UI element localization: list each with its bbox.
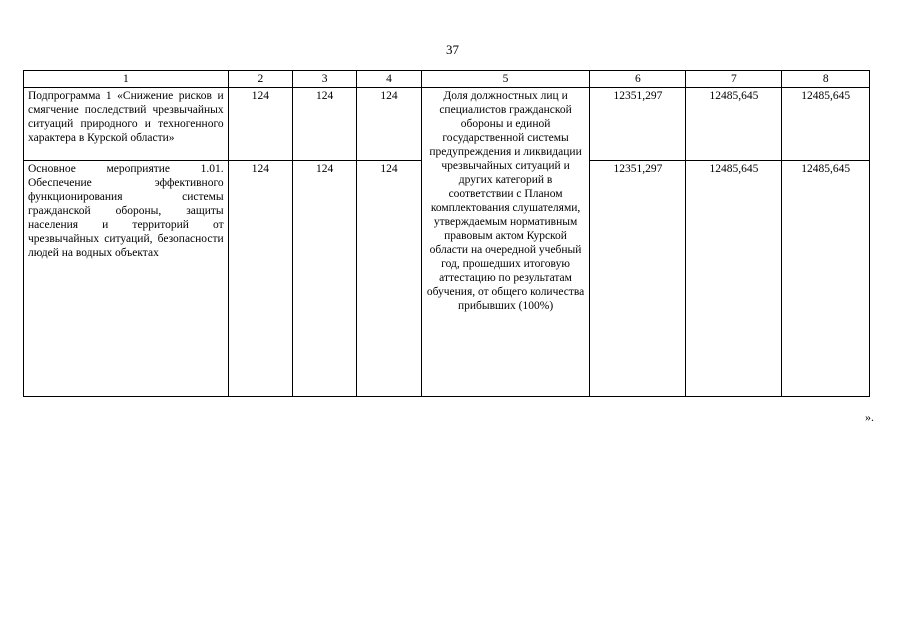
- row-value: 12485,645: [782, 161, 870, 397]
- col-header-5: 5: [421, 71, 590, 88]
- data-table: [23, 70, 870, 397]
- row-value: 12485,645: [782, 88, 870, 161]
- col-header-2: 2: [228, 71, 292, 88]
- row-value: 12351,297: [590, 88, 686, 161]
- row-code: 124: [292, 161, 356, 397]
- row-code: 124: [357, 88, 421, 161]
- row-code: 124: [228, 161, 292, 397]
- indicator-text: Доля должностных лиц и специалистов гражданской обороны и единой государственной системы предупреждения и ликвидации чрезвычайных ситуаций и других категорий в соответствии с Планом комплектования слушателями, утверждаемым нормативным правовым актом Курской области на очередной учебный год, прошедших итоговую аттестацию по результатам обучения, от общего количества прибывших (100%): [421, 88, 590, 397]
- row-code: 124: [292, 88, 356, 161]
- closing-quote-mark: ».: [865, 410, 874, 424]
- col-header-7: 7: [686, 71, 782, 88]
- row-code: 124: [228, 88, 292, 161]
- col-header-6: 6: [590, 71, 686, 88]
- col-header-8: 8: [782, 71, 870, 88]
- col-header-3: 3: [292, 71, 356, 88]
- row-value: 12351,297: [590, 161, 686, 397]
- row-name: Основное мероприятие 1.01. Обеспечение эффективного функционирования системы гражданской обороны, защиты населения и территорий от чрезвычайных ситуаций, безопасности людей на водных объектах: [24, 161, 229, 397]
- header-row: [24, 71, 870, 88]
- page-number: 37: [446, 42, 459, 57]
- row-value: 12485,645: [686, 88, 782, 161]
- row-code: 124: [357, 161, 421, 397]
- row-name: Подпрограмма 1 «Снижение рисков и смягчение последствий чрезвычайных ситуаций природного и техногенного характера в Курской области»: [24, 88, 229, 161]
- row-value: 12485,645: [686, 161, 782, 397]
- col-header-4: 4: [357, 71, 421, 88]
- table-row: [24, 88, 870, 161]
- col-header-1: 1: [24, 71, 229, 88]
